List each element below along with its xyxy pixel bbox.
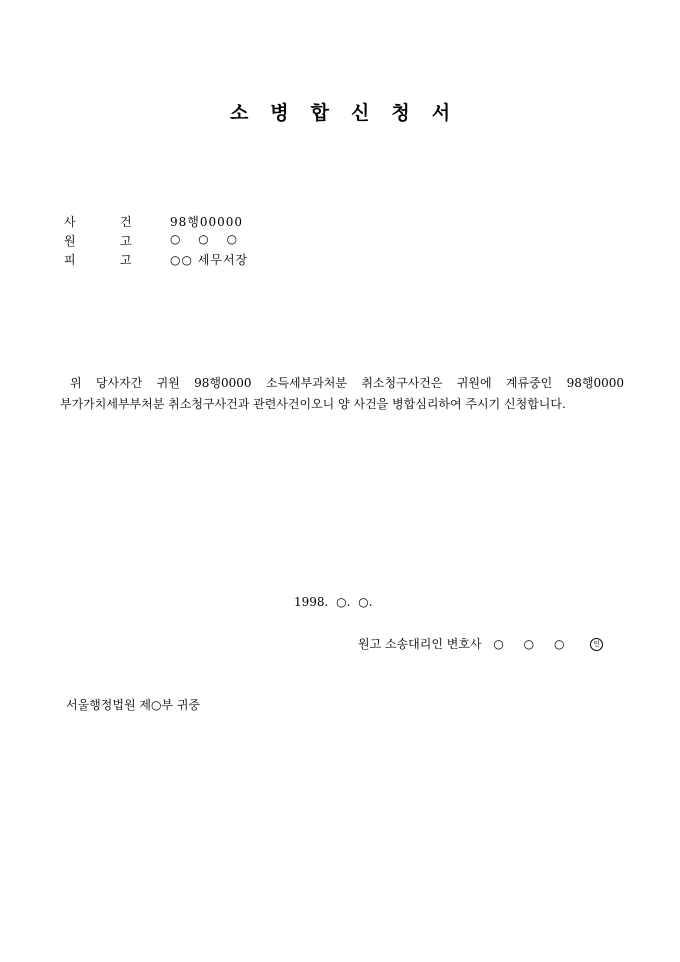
- field-defendant-value: ○○ 세무서장: [170, 253, 249, 267]
- field-defendant: [64, 251, 384, 270]
- field-defendant-label-a: 피: [64, 253, 76, 267]
- addressee: 서울행정법원 제○부 귀중: [66, 698, 201, 712]
- document-title: 소병합신청서: [229, 102, 473, 124]
- field-plaintiff-label-b: 고: [120, 234, 132, 248]
- application-body: 위 당사자간 귀원 98행0000 소득세부과처분 취소청구사건은 귀원에 계류중인 98행0000 부가가치세부부처분 취소청구사건과 관련사건이오니 양 사건을 병합심리하여 주시기 신청합니다.: [60, 376, 624, 411]
- field-plaintiff-value: ○ ○ ○: [170, 232, 239, 246]
- field-plaintiff: [64, 232, 384, 251]
- field-case-label-b: 건: [120, 215, 132, 229]
- field-case-value: 98행00000: [170, 215, 244, 229]
- field-plaintiff-label-a: 원: [64, 234, 76, 248]
- seal-icon: 인: [590, 638, 603, 651]
- field-case: [64, 213, 384, 232]
- signature-line: [358, 635, 603, 652]
- case-fields: [64, 213, 384, 270]
- signature-name: ○ ○ ○: [493, 637, 565, 651]
- field-defendant-label-b: 고: [120, 253, 132, 267]
- signature-label: 원고 소송대리인 변호사: [358, 637, 482, 651]
- document-date: 1998. ○. ○.: [294, 595, 373, 609]
- field-case-label-a: 사: [64, 215, 76, 229]
